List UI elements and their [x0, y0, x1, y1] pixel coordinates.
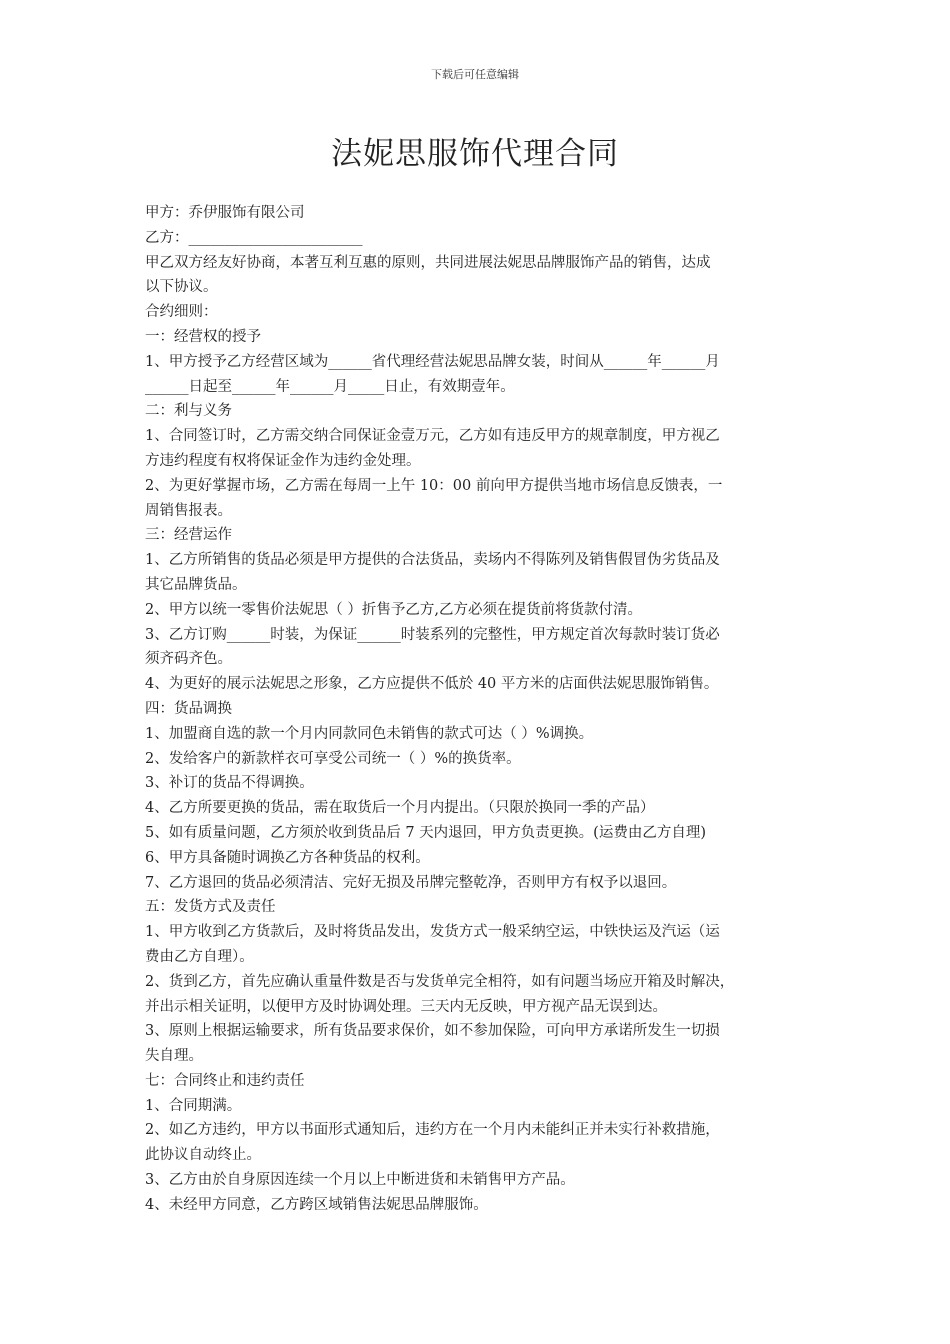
- clause-line: 4、未经甲方同意，乙方跨区域销售法妮思品牌服饰。: [145, 1196, 488, 1213]
- clause-line: 其它品牌货品。: [145, 576, 247, 593]
- clause-line: 并出示相关证明，以便甲方及时协调处理。三天内无反映，甲方视产品无误到达。: [145, 998, 667, 1015]
- contract-body: [145, 201, 813, 1218]
- clause-line: 失自理。: [145, 1048, 203, 1065]
- clause-line: ______日起至______年______月_____日止，有效期壹年。: [145, 378, 515, 395]
- clause-line: 2、为更好掌握市场，乙方需在每周一上午 10：00 前向甲方提供当地市场信息反馈表，一: [145, 477, 723, 494]
- clause-line: 3、原则上根据运输要求，所有货品要求保价，如不参加保险，可向甲方承诺所发生一切损: [145, 1023, 720, 1040]
- clause-line: 2、如乙方违约，甲方以书面形式通知后，违约方在一个月内未能纠正并未实行补救措施，: [145, 1122, 720, 1139]
- clause-line: 3、乙方由於自身原因连续一个月以上中断进货和未销售甲方产品。: [145, 1172, 575, 1189]
- section-heading: 四：货品调换: [145, 700, 232, 717]
- clause-line: 2、甲方以统一零售价法妮思（ ）折售予乙方,乙方必须在提货前将货款付清。: [145, 601, 642, 618]
- clause-line: 此协议自动终止。: [145, 1147, 261, 1164]
- clause-line: 周销售报表。: [145, 502, 232, 519]
- clause-line: 3、补订的货品不得调换。: [145, 775, 314, 792]
- intro-line: 以下协议。: [145, 279, 218, 296]
- clause-line: 1、甲方授予乙方经营区域为______省代理经营法妮思品牌女装，时间从______年______月: [145, 353, 720, 370]
- clause-line: 5、如有质量问题，乙方须於收到货品后 7 天内退回，甲方负责更换。(运费由乙方自理): [145, 824, 706, 841]
- section-heading: 五：发货方式及责任: [145, 899, 276, 916]
- intro-line: 甲乙双方经友好协商，本著互利互惠的原则，共同进展法妮思品牌服饰产品的销售，达成: [145, 254, 711, 271]
- clause-line: 1、甲方收到乙方货款后，及时将货品发出，发货方式一般采纳空运，中铁快运及汽运（运: [145, 924, 720, 941]
- party-a-line: 甲方：乔伊服饰有限公司: [145, 205, 305, 221]
- clause-line: 方违约程度有权将保证金作为违约金处理。: [145, 452, 421, 469]
- party-b-line: 乙方：________________________: [145, 229, 363, 246]
- clause-line: 2、发给客户的新款样衣可享受公司统一（ ）%的换货率。: [145, 750, 521, 767]
- clause-line: 费由乙方自理）。: [145, 948, 254, 965]
- clause-line: 1、乙方所销售的货品必须是甲方提供的合法货品，卖场内不得陈列及销售假冒伪劣货品及: [145, 552, 720, 569]
- header-note: 下载后可任意编辑: [431, 68, 519, 81]
- clause-line: 3、乙方订购______时装，为保证______时装系列的完整性，甲方规定首次每款时装订货必: [145, 626, 720, 643]
- section-heading: 二：利与义务: [145, 403, 232, 420]
- section-heading: 七：合同终止和违约责任: [145, 1072, 305, 1089]
- clause-line: 4、乙方所要更换的货品，需在取货后一个月内提出。（只限於换同一季的产品）: [145, 800, 655, 817]
- clause-line: 须齐码齐色。: [145, 651, 232, 668]
- section-heading: 三：经营运作: [145, 527, 232, 544]
- clause-line: 6、甲方具备随时调换乙方各种货品的权利。: [145, 849, 430, 866]
- clause-line: 2、货到乙方，首先应确认重量件数是否与发货单完全相符，如有问题当场应开箱及时解决，: [145, 973, 735, 990]
- document-title: 法妮思服饰代理合同: [331, 136, 619, 172]
- clause-line: 1、合同期满。: [145, 1097, 242, 1114]
- clause-line: 1、合同签订时，乙方需交纳合同保证金壹万元，乙方如有违反甲方的规章制度，甲方视乙: [145, 428, 720, 445]
- clause-line: 1、加盟商自选的款一个月内同款同色未销售的款式可达（ ）%调换。: [145, 725, 594, 742]
- clause-line: 7、乙方退回的货品必须清洁、完好无损及吊牌完整乾净，否则甲方有权予以退回。: [145, 874, 677, 891]
- section-heading: 一：经营权的授予: [145, 328, 261, 345]
- section-heading: 合约细则：: [145, 304, 218, 321]
- clause-line: 4、为更好的展示法妮思之形象，乙方应提供不低於 40 平方米的店面供法妮思服饰销售。: [145, 676, 719, 693]
